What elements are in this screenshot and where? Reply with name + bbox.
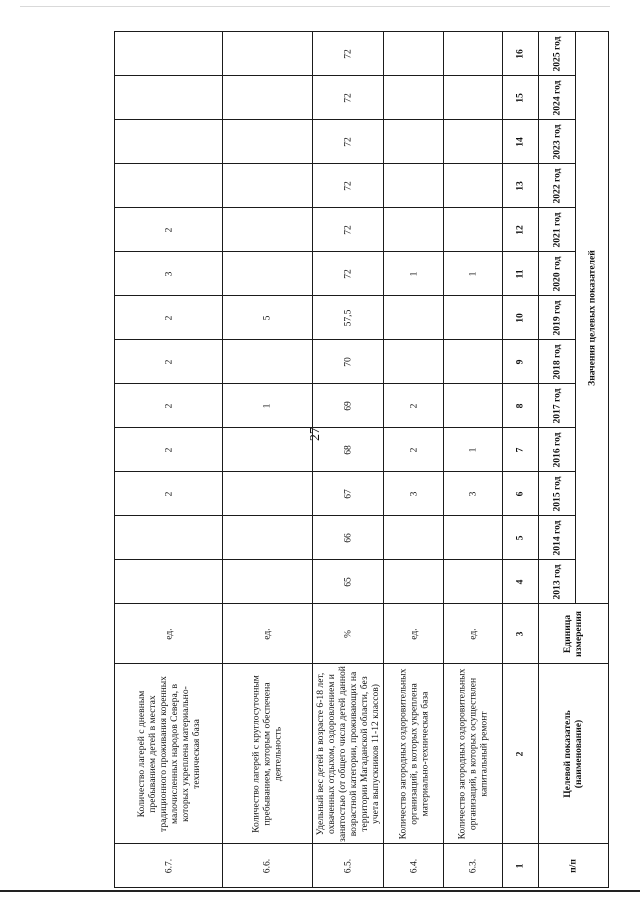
year-row bbox=[115, 340, 609, 384]
year-header-text: 2018 год bbox=[551, 343, 563, 380]
column-number-text: 14 bbox=[514, 136, 526, 147]
column-number-text: 12 bbox=[514, 224, 526, 235]
year-header bbox=[538, 560, 576, 604]
value-cell bbox=[115, 208, 223, 252]
indicator-cell bbox=[223, 664, 312, 844]
value-cell-text: 3 bbox=[408, 491, 420, 496]
year-header-text: 2019 год bbox=[551, 299, 563, 336]
indicator-cell-text: Количество загородных оздоровительных организаций, в которых укреплена материально-техническая база bbox=[397, 668, 431, 839]
value-cell bbox=[223, 76, 312, 120]
year-header-text: 2024 год bbox=[551, 79, 563, 116]
column-number bbox=[503, 208, 538, 252]
value-cell-text: 67 bbox=[342, 488, 354, 499]
value-cell bbox=[312, 164, 384, 208]
year-header bbox=[538, 164, 576, 208]
indicators-table bbox=[114, 31, 609, 888]
value-cell bbox=[384, 252, 444, 296]
year-row bbox=[115, 120, 609, 164]
value-cell bbox=[443, 560, 503, 604]
column-number bbox=[503, 340, 538, 384]
value-cell-text: 70 bbox=[342, 356, 354, 367]
value-cell-text: 2 bbox=[163, 227, 175, 232]
column-number bbox=[503, 664, 538, 844]
row-number-cell bbox=[223, 844, 312, 888]
unit-header-text: Единица измерения bbox=[562, 610, 585, 657]
value-cell-text: 68 bbox=[342, 444, 354, 455]
column-number-text: 2 bbox=[514, 751, 526, 756]
value-cell bbox=[384, 428, 444, 472]
value-cell bbox=[443, 208, 503, 252]
unit-cell-text: ед. bbox=[467, 627, 479, 640]
unit-cell bbox=[223, 604, 312, 664]
value-cell-text: 2 bbox=[163, 447, 175, 452]
value-cell bbox=[223, 32, 312, 76]
value-cell-text: 72 bbox=[342, 268, 354, 279]
value-cell bbox=[312, 32, 384, 76]
value-cell bbox=[384, 560, 444, 604]
value-cell-text: 2 bbox=[163, 491, 175, 496]
value-cell bbox=[115, 340, 223, 384]
value-cell bbox=[115, 76, 223, 120]
unit-cell-text: % bbox=[342, 629, 354, 638]
value-cell-text: 5 bbox=[261, 315, 273, 320]
value-cell bbox=[443, 120, 503, 164]
value-cell-text: 57,5 bbox=[342, 309, 354, 326]
value-cell bbox=[115, 516, 223, 560]
scan-edge-line bbox=[20, 6, 610, 7]
value-cell bbox=[312, 428, 384, 472]
value-cell-text: 1 bbox=[261, 403, 273, 408]
year-header bbox=[538, 32, 576, 76]
column-number-text: 7 bbox=[514, 447, 526, 452]
year-row bbox=[115, 164, 609, 208]
year-row bbox=[115, 296, 609, 340]
year-header bbox=[538, 428, 576, 472]
value-cell-text: 72 bbox=[342, 180, 354, 191]
indicator-cell bbox=[384, 664, 444, 844]
value-cell bbox=[115, 560, 223, 604]
unit-row bbox=[115, 604, 609, 664]
column-number bbox=[503, 844, 538, 888]
value-cell-text: 2 bbox=[163, 403, 175, 408]
value-cell-text: 1 bbox=[467, 271, 479, 276]
value-cell bbox=[312, 120, 384, 164]
value-cell bbox=[312, 208, 384, 252]
year-row bbox=[115, 252, 609, 296]
column-number bbox=[503, 560, 538, 604]
value-cell bbox=[384, 472, 444, 516]
value-cell-text: 1 bbox=[467, 447, 479, 452]
indicator-header bbox=[538, 664, 608, 844]
value-cell bbox=[115, 472, 223, 516]
year-header-text: 2020 год bbox=[551, 255, 563, 292]
value-cell bbox=[223, 164, 312, 208]
column-number bbox=[503, 252, 538, 296]
value-cell-text: 3 bbox=[163, 271, 175, 276]
indicator-cell bbox=[115, 664, 223, 844]
value-cell bbox=[384, 76, 444, 120]
column-number bbox=[503, 164, 538, 208]
value-cell bbox=[223, 472, 312, 516]
year-header bbox=[538, 384, 576, 428]
value-cell bbox=[312, 472, 384, 516]
page-number: 27 bbox=[308, 427, 323, 441]
column-number-text: 5 bbox=[514, 535, 526, 540]
column-number bbox=[503, 120, 538, 164]
value-cell bbox=[384, 164, 444, 208]
column-number-text: 10 bbox=[514, 312, 526, 323]
indicator-cell bbox=[312, 664, 384, 844]
row-number-cell-text: 6.4. bbox=[408, 858, 420, 873]
column-number bbox=[503, 604, 538, 664]
indicator-cell bbox=[443, 664, 503, 844]
value-cell bbox=[312, 252, 384, 296]
value-cell bbox=[443, 76, 503, 120]
indicator-cell-text: Количество загородных оздоровительных организаций, в которых осуществлен капитальный ремонт bbox=[456, 668, 490, 839]
unit-cell-text: ед. bbox=[261, 627, 273, 640]
year-row bbox=[115, 560, 609, 604]
value-cell bbox=[223, 252, 312, 296]
value-cell bbox=[223, 560, 312, 604]
value-cell bbox=[443, 32, 503, 76]
column-number-text: 3 bbox=[514, 631, 526, 636]
value-cell-text: 72 bbox=[342, 48, 354, 59]
year-row bbox=[115, 428, 609, 472]
column-number-text: 4 bbox=[514, 579, 526, 584]
column-number bbox=[503, 76, 538, 120]
value-cell bbox=[443, 296, 503, 340]
value-cell bbox=[384, 340, 444, 384]
unit-cell bbox=[312, 604, 384, 664]
value-cell bbox=[312, 560, 384, 604]
value-cell bbox=[223, 428, 312, 472]
column-number-text: 15 bbox=[514, 92, 526, 103]
row-number-cell bbox=[384, 844, 444, 888]
year-header-text: 2013 год bbox=[551, 563, 563, 600]
unit-header bbox=[538, 604, 608, 664]
row-number-cell bbox=[443, 844, 503, 888]
indicator-row bbox=[115, 664, 609, 844]
year-header-text: 2016 год bbox=[551, 431, 563, 468]
unit-cell bbox=[443, 604, 503, 664]
row-number-cell-text: 6.5. bbox=[342, 858, 354, 873]
values-header-text: Значения целевых показателей bbox=[586, 249, 598, 386]
bottom-rule bbox=[0, 890, 640, 892]
value-cell bbox=[223, 384, 312, 428]
row-number-cell bbox=[115, 844, 223, 888]
value-cell-text: 2 bbox=[408, 447, 420, 452]
column-number-text: 9 bbox=[514, 359, 526, 364]
value-cell-text: 2 bbox=[163, 315, 175, 320]
value-cell bbox=[312, 516, 384, 560]
year-row bbox=[115, 472, 609, 516]
year-header bbox=[538, 252, 576, 296]
value-cell bbox=[223, 296, 312, 340]
column-number bbox=[503, 472, 538, 516]
value-cell bbox=[312, 296, 384, 340]
year-header bbox=[538, 296, 576, 340]
indicator-cell-text: Количество лагерей с дневным пребыванием детей в местах традиционного проживания коренных малочисленных народов Севера, в которых укреплена материально-техническая база bbox=[135, 675, 202, 832]
column-number bbox=[503, 428, 538, 472]
year-header bbox=[538, 516, 576, 560]
value-cell bbox=[443, 252, 503, 296]
value-cell-text: 3 bbox=[467, 491, 479, 496]
value-cell bbox=[312, 384, 384, 428]
unit-cell bbox=[384, 604, 444, 664]
value-cell bbox=[115, 32, 223, 76]
year-header-text: 2025 год bbox=[551, 35, 563, 72]
row-number-cell-text: 6.6. bbox=[261, 858, 273, 873]
column-number-text: 1 bbox=[514, 863, 526, 868]
indicator-cell-text: Количество лагерей с круглосуточным пребыванием, которым обеспечена деятельность bbox=[250, 674, 284, 833]
value-cell bbox=[443, 472, 503, 516]
column-number-text: 11 bbox=[514, 268, 526, 279]
value-cell bbox=[223, 516, 312, 560]
value-cell bbox=[115, 120, 223, 164]
value-cell bbox=[384, 384, 444, 428]
year-header-text: 2017 год bbox=[551, 387, 563, 424]
value-cell bbox=[443, 164, 503, 208]
column-number bbox=[503, 384, 538, 428]
unit-cell bbox=[115, 604, 223, 664]
value-cell bbox=[384, 120, 444, 164]
year-header bbox=[538, 120, 576, 164]
column-number-text: 6 bbox=[514, 491, 526, 496]
value-cell-text: 1 bbox=[408, 271, 420, 276]
value-cell-text: 72 bbox=[342, 136, 354, 147]
value-cell bbox=[312, 340, 384, 384]
value-cell-text: 72 bbox=[342, 92, 354, 103]
value-cell bbox=[443, 384, 503, 428]
unit-cell-text: ед. bbox=[408, 627, 420, 640]
year-header-text: 2022 год bbox=[551, 167, 563, 204]
column-number bbox=[503, 516, 538, 560]
year-row bbox=[115, 76, 609, 120]
year-row bbox=[115, 208, 609, 252]
value-cell-text: 72 bbox=[342, 224, 354, 235]
column-number-text: 8 bbox=[514, 403, 526, 408]
value-cell bbox=[115, 428, 223, 472]
value-cell bbox=[223, 340, 312, 384]
value-cell bbox=[115, 164, 223, 208]
row-number-cell bbox=[312, 844, 384, 888]
year-row bbox=[115, 32, 609, 76]
num-header-text: п/п bbox=[567, 858, 579, 873]
indicator-header-text: Целевой показатель (наименование) bbox=[562, 709, 585, 798]
unit-cell-text: ед. bbox=[163, 627, 175, 640]
value-cell bbox=[384, 516, 444, 560]
value-cell bbox=[384, 208, 444, 252]
year-header-text: 2014 год bbox=[551, 519, 563, 556]
value-cell-text: 69 bbox=[342, 400, 354, 411]
column-number-text: 13 bbox=[514, 180, 526, 191]
value-cell bbox=[443, 428, 503, 472]
column-number-text: 16 bbox=[514, 48, 526, 59]
value-cell bbox=[115, 252, 223, 296]
column-number bbox=[503, 296, 538, 340]
value-cell-text: 66 bbox=[342, 532, 354, 543]
num-header bbox=[538, 844, 608, 888]
year-row bbox=[115, 516, 609, 560]
row-number-cell-text: 6.7. bbox=[163, 858, 175, 873]
num-row bbox=[115, 844, 609, 888]
year-row bbox=[115, 384, 609, 428]
value-cell bbox=[384, 32, 444, 76]
value-cell bbox=[443, 340, 503, 384]
year-header bbox=[538, 76, 576, 120]
column-number bbox=[503, 32, 538, 76]
year-header-text: 2021 год bbox=[551, 211, 563, 248]
row-number-cell-text: 6.3. bbox=[467, 858, 479, 873]
value-cell bbox=[443, 516, 503, 560]
value-cell-text: 2 bbox=[408, 403, 420, 408]
year-header bbox=[538, 472, 576, 516]
value-cell bbox=[223, 208, 312, 252]
year-header-text: 2015 год bbox=[551, 475, 563, 512]
year-header bbox=[538, 340, 576, 384]
value-cell bbox=[115, 384, 223, 428]
value-cell bbox=[223, 120, 312, 164]
year-header bbox=[538, 208, 576, 252]
year-header-text: 2023 год bbox=[551, 123, 563, 160]
indicator-cell-text: Удельный вес детей в возрасте 6-18 лет, охваченных отдыхом, оздоровлением и занятостью (от общего числа детей данной возрастной категории, проживающих на территории Магаданской области, без учета выпускников 11-12 классов) bbox=[314, 665, 381, 842]
value-cell bbox=[384, 296, 444, 340]
value-cell bbox=[312, 76, 384, 120]
value-cell bbox=[115, 296, 223, 340]
value-cell-text: 65 bbox=[342, 576, 354, 587]
values-header bbox=[576, 32, 609, 604]
value-cell-text: 2 bbox=[163, 359, 175, 364]
